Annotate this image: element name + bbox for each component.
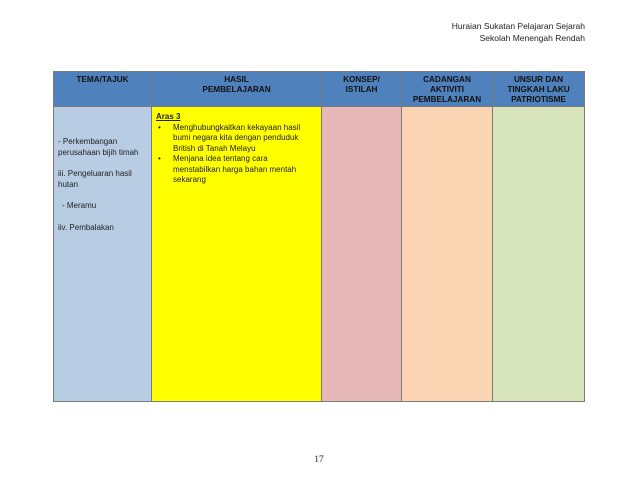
bullet-icon: • — [158, 154, 161, 163]
document-header — [452, 20, 585, 44]
column-header-konsep: KONSEP/ ISTILAH — [322, 72, 402, 107]
hasil-pembelajaran-cell — [152, 107, 322, 402]
topic-item: - Perkembangan perusahaan bijih timah — [58, 137, 139, 157]
page-number: 17 — [314, 455, 324, 465]
unsur-patriotisme-cell — [493, 107, 585, 402]
column-header-tema: TEMA/TAJUK — [54, 72, 152, 107]
header-subtitle: Sekolah Menengah Rendah — [479, 33, 585, 43]
cadangan-aktiviti-cell — [402, 107, 493, 402]
column-header-cadangan: CADANGAN AKTIVITI PEMBELAJARAN — [402, 72, 493, 107]
table-row — [54, 107, 585, 402]
topic-item: - Meramu — [62, 201, 97, 210]
outcome-list — [156, 123, 317, 186]
level-label: Aras 3 — [156, 112, 181, 121]
tema-cell — [54, 107, 152, 402]
bullet-icon: • — [158, 122, 161, 132]
syllabus-table — [53, 71, 585, 402]
konsep-istilah-cell — [322, 107, 402, 402]
column-header-unsur: UNSUR DAN TINGKAH LAKU PATRIOTISME — [493, 72, 585, 107]
topic-item: iii. Pengeluaran hasil hutan — [58, 169, 132, 189]
header-title: Huraian Sukatan Pelajaran Sejarah — [451, 21, 585, 31]
table-header-row — [54, 72, 585, 107]
list-item: • Menghubungkaitkan kekayaan hasil bumi negara kita dengan penduduk British di Tanah Melayu — [158, 122, 301, 153]
column-header-hasil: HASIL PEMBELAJARAN — [152, 72, 322, 107]
topic-item: iiv. Pembalakan — [58, 222, 114, 232]
list-item: • Menjana idea tentang cara menstabilkan harga bahan mentah sekarang — [158, 154, 297, 184]
